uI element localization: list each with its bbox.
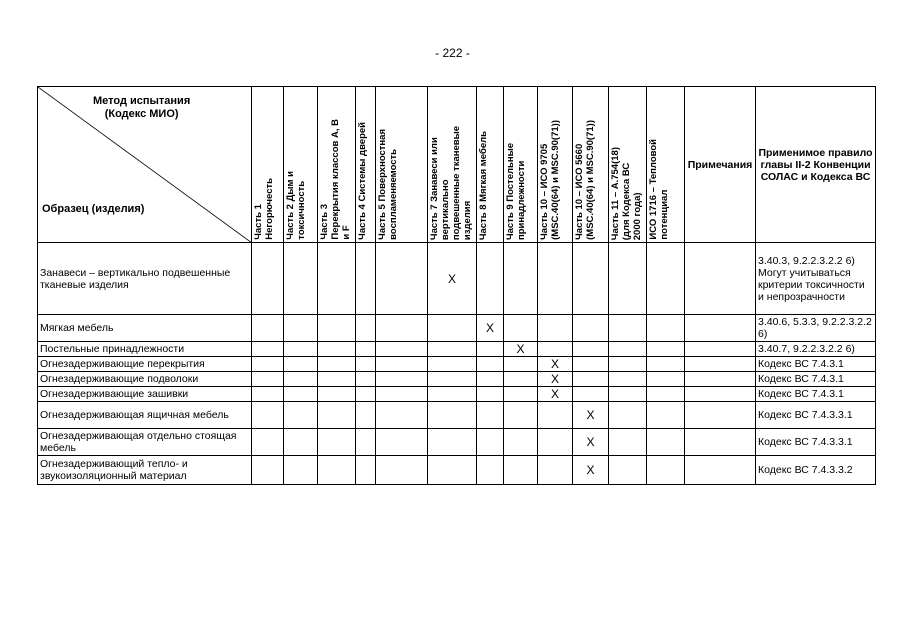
- empty-cell: [376, 342, 428, 357]
- empty-cell: [477, 429, 504, 456]
- empty-cell: [573, 387, 609, 402]
- empty-cell: [538, 342, 573, 357]
- sample-title: Образец (изделия): [42, 203, 145, 215]
- empty-cell: [477, 243, 504, 315]
- empty-cell: [647, 456, 685, 485]
- notes-cell: [685, 456, 756, 485]
- column-header: Часть 7 Занавеси или вертикально подвешенные тканевые изделия: [428, 87, 477, 243]
- test-methods-table: [37, 86, 876, 485]
- notes-cell: [685, 243, 756, 315]
- empty-cell: [504, 456, 538, 485]
- empty-cell: [376, 243, 428, 315]
- empty-cell: [428, 372, 477, 387]
- empty-cell: [318, 315, 356, 342]
- empty-cell: [477, 402, 504, 429]
- notes-cell: [685, 387, 756, 402]
- empty-cell: [647, 357, 685, 372]
- empty-cell: [284, 429, 318, 456]
- rule-cell: 3.40.7, 9.2.2.3.2.2 6): [756, 342, 876, 357]
- empty-cell: [647, 315, 685, 342]
- table-row: [38, 387, 876, 402]
- applicable-mark: X: [428, 243, 477, 315]
- empty-cell: [318, 342, 356, 357]
- row-label: Огнезадерживающая отдельно стоящая мебель: [38, 429, 252, 456]
- empty-cell: [609, 402, 647, 429]
- row-label: Огнезадерживающая ящичная мебель: [38, 402, 252, 429]
- row-label: Огнезадерживающий тепло- и звукоизоляционный материал: [38, 456, 252, 485]
- empty-cell: [284, 342, 318, 357]
- empty-cell: [284, 372, 318, 387]
- table-row: [38, 357, 876, 372]
- column-header: Часть 4 Системы дверей: [356, 87, 376, 243]
- empty-cell: [376, 402, 428, 429]
- empty-cell: [252, 243, 284, 315]
- empty-cell: [284, 456, 318, 485]
- empty-cell: [252, 387, 284, 402]
- empty-cell: [318, 372, 356, 387]
- notes-cell: [685, 402, 756, 429]
- empty-cell: [504, 429, 538, 456]
- column-header: Часть 11 – А.754(18) (для Кодекса ВС 2000 года): [609, 87, 647, 243]
- empty-cell: [356, 456, 376, 485]
- empty-cell: [252, 315, 284, 342]
- table-row: [38, 456, 876, 485]
- empty-cell: [609, 243, 647, 315]
- notes-header: Примечания: [685, 87, 756, 243]
- empty-cell: [647, 342, 685, 357]
- empty-cell: [428, 456, 477, 485]
- empty-cell: [252, 429, 284, 456]
- empty-cell: [609, 456, 647, 485]
- empty-cell: [573, 357, 609, 372]
- applicable-mark: X: [504, 342, 538, 357]
- header-row: [38, 87, 876, 243]
- rule-cell: 3.40.6, 5.3.3, 9.2.2.3.2.2 6): [756, 315, 876, 342]
- empty-cell: [252, 342, 284, 357]
- column-header: Часть 3 Перекрытия классов А, В и F: [318, 87, 356, 243]
- rule-cell: 3.40.3, 9.2.2.3.2.2 6) Могут учитываться критерии токсичности и непрозрачности: [756, 243, 876, 315]
- column-header: Часть 2 Дым и токсичность: [284, 87, 318, 243]
- empty-cell: [284, 387, 318, 402]
- notes-cell: [685, 429, 756, 456]
- corner-header: [38, 87, 252, 243]
- empty-cell: [504, 372, 538, 387]
- empty-cell: [318, 357, 356, 372]
- empty-cell: [609, 387, 647, 402]
- table-row: [38, 402, 876, 429]
- empty-cell: [252, 357, 284, 372]
- empty-cell: [318, 429, 356, 456]
- applicable-mark: X: [538, 372, 573, 387]
- empty-cell: [428, 357, 477, 372]
- column-header: Часть 10 – ИСО 5660 (MSC.40(64) и MSC.90(71)): [573, 87, 609, 243]
- empty-cell: [477, 372, 504, 387]
- empty-cell: [318, 243, 356, 315]
- empty-cell: [376, 387, 428, 402]
- rule-cell: Кодекс ВС 7.4.3.3.1: [756, 402, 876, 429]
- empty-cell: [538, 429, 573, 456]
- empty-cell: [647, 402, 685, 429]
- empty-cell: [647, 429, 685, 456]
- empty-cell: [252, 402, 284, 429]
- table-row: [38, 315, 876, 342]
- empty-cell: [428, 429, 477, 456]
- column-header: Часть 9 Постельные принадлежности: [504, 87, 538, 243]
- empty-cell: [573, 342, 609, 357]
- empty-cell: [504, 357, 538, 372]
- empty-cell: [609, 429, 647, 456]
- empty-cell: [573, 243, 609, 315]
- empty-cell: [504, 243, 538, 315]
- row-label: Огнезадерживающие перекрытия: [38, 357, 252, 372]
- rule-cell: Кодекс ВС 7.4.3.3.2: [756, 456, 876, 485]
- empty-cell: [356, 357, 376, 372]
- rule-cell: Кодекс ВС 7.4.3.1: [756, 372, 876, 387]
- table-row: [38, 372, 876, 387]
- column-header: Часть 1 Негорючесть: [252, 87, 284, 243]
- empty-cell: [538, 243, 573, 315]
- empty-cell: [284, 315, 318, 342]
- empty-cell: [538, 315, 573, 342]
- rule-cell: Кодекс ВС 7.4.3.1: [756, 387, 876, 402]
- column-header: ИСО 1716 – Тепловой потенциал: [647, 87, 685, 243]
- empty-cell: [428, 342, 477, 357]
- empty-cell: [428, 387, 477, 402]
- empty-cell: [609, 342, 647, 357]
- empty-cell: [428, 402, 477, 429]
- applicable-mark: X: [477, 315, 504, 342]
- empty-cell: [504, 387, 538, 402]
- empty-cell: [284, 243, 318, 315]
- empty-cell: [252, 456, 284, 485]
- empty-cell: [284, 402, 318, 429]
- empty-cell: [477, 357, 504, 372]
- empty-cell: [318, 402, 356, 429]
- empty-cell: [647, 372, 685, 387]
- notes-cell: [685, 315, 756, 342]
- empty-cell: [647, 243, 685, 315]
- rule-header: Применимое правило главы II-2 Конвенции СОЛАС и Кодекса ВС: [756, 87, 876, 243]
- empty-cell: [252, 372, 284, 387]
- applicable-mark: X: [573, 402, 609, 429]
- empty-cell: [318, 387, 356, 402]
- row-label: Огнезадерживающие подволоки: [38, 372, 252, 387]
- applicable-mark: X: [538, 357, 573, 372]
- empty-cell: [318, 456, 356, 485]
- column-header: Часть 8 Мягкая мебель: [477, 87, 504, 243]
- empty-cell: [356, 315, 376, 342]
- column-header: Часть 5 Поверхностная воспламеняемость: [376, 87, 428, 243]
- empty-cell: [573, 372, 609, 387]
- empty-cell: [376, 315, 428, 342]
- notes-cell: [685, 342, 756, 357]
- empty-cell: [376, 357, 428, 372]
- row-label: Мягкая мебель: [38, 315, 252, 342]
- empty-cell: [647, 387, 685, 402]
- row-label: Постельные принадлежности: [38, 342, 252, 357]
- table-row: [38, 243, 876, 315]
- empty-cell: [356, 387, 376, 402]
- rule-cell: Кодекс ВС 7.4.3.3.1: [756, 429, 876, 456]
- empty-cell: [609, 357, 647, 372]
- empty-cell: [356, 243, 376, 315]
- page-number: - 222 -: [435, 46, 470, 60]
- applicable-mark: X: [573, 429, 609, 456]
- empty-cell: [356, 342, 376, 357]
- rule-cell: Кодекс ВС 7.4.3.1: [756, 357, 876, 372]
- empty-cell: [538, 402, 573, 429]
- empty-cell: [376, 456, 428, 485]
- empty-cell: [356, 402, 376, 429]
- notes-cell: [685, 372, 756, 387]
- applicable-mark: X: [573, 456, 609, 485]
- table-row: [38, 429, 876, 456]
- empty-cell: [376, 429, 428, 456]
- empty-cell: [356, 429, 376, 456]
- empty-cell: [504, 315, 538, 342]
- empty-cell: [477, 342, 504, 357]
- empty-cell: [477, 456, 504, 485]
- empty-cell: [356, 372, 376, 387]
- empty-cell: [609, 372, 647, 387]
- empty-cell: [538, 456, 573, 485]
- empty-cell: [504, 402, 538, 429]
- empty-cell: [609, 315, 647, 342]
- empty-cell: [573, 315, 609, 342]
- table-row: [38, 342, 876, 357]
- applicable-mark: X: [538, 387, 573, 402]
- table-body: [38, 243, 876, 485]
- notes-cell: [685, 357, 756, 372]
- empty-cell: [376, 372, 428, 387]
- row-label: Огнезадерживающие зашивки: [38, 387, 252, 402]
- empty-cell: [428, 315, 477, 342]
- row-label: Занавеси – вертикально подвешенные тканевые изделия: [38, 243, 252, 315]
- empty-cell: [284, 357, 318, 372]
- method-title: Метод испытания (Кодекс МИО): [93, 95, 191, 120]
- column-header: Часть 10 – ИСО 9705 (MSC.40(64) и MSC.90(71)): [538, 87, 573, 243]
- empty-cell: [477, 387, 504, 402]
